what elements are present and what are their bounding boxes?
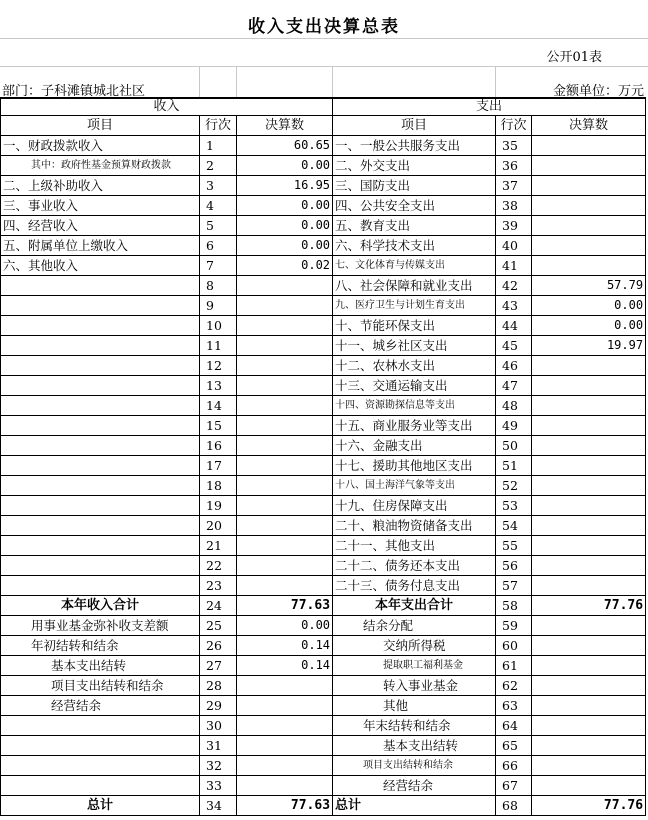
column-header-row [1, 116, 646, 136]
income-line-no: 6 [200, 236, 237, 256]
income-item: 六、其他收入 [1, 256, 200, 276]
income-item: 用事业基金弥补收支差额 [1, 616, 200, 636]
section-header-row [1, 98, 646, 116]
income-amount [237, 396, 333, 416]
income-item: 总计 [1, 796, 200, 816]
expense-item: 八、社会保障和就业支出 [333, 276, 496, 296]
expense-item: 其他 [333, 696, 496, 716]
expense-item: 十七、援助其他地区支出 [333, 456, 496, 476]
table-row [1, 456, 646, 476]
income-line-no: 13 [200, 376, 237, 396]
income-line-no: 33 [200, 776, 237, 796]
expense-amount [532, 616, 646, 636]
expense-line-no: 53 [496, 496, 532, 516]
expense-amount: 19.97 [532, 336, 646, 356]
expense-line-no: 57 [496, 576, 532, 596]
income-line-no: 17 [200, 456, 237, 476]
expense-amount: 57.79 [532, 276, 646, 296]
expense-amount [532, 636, 646, 656]
expense-item: 总计 [333, 796, 496, 816]
income-amount: 0.00 [237, 216, 333, 236]
expense-line-no: 60 [496, 636, 532, 656]
income-line-no: 25 [200, 616, 237, 636]
expense-item: 二十三、债务付息支出 [333, 576, 496, 596]
table-row [1, 176, 646, 196]
income-amount [237, 296, 333, 316]
income-amount [237, 276, 333, 296]
income-section-label: 收入 [1, 98, 333, 116]
expense-line-no: 58 [496, 596, 532, 616]
income-line-no: 22 [200, 556, 237, 576]
income-amount: 0.00 [237, 196, 333, 216]
income-amount [237, 576, 333, 596]
table-row [1, 356, 646, 376]
expense-line-no: 49 [496, 416, 532, 436]
table-row [1, 576, 646, 596]
income-line-no: 2 [200, 156, 237, 176]
income-item [1, 436, 200, 456]
expense-item: 二十二、债务还本支出 [333, 556, 496, 576]
expense-item: 十三、交通运输支出 [333, 376, 496, 396]
income-item [1, 356, 200, 376]
income-item [1, 496, 200, 516]
expense-item: 转入事业基金 [333, 676, 496, 696]
grid-line [495, 66, 496, 97]
expense-line-no: 47 [496, 376, 532, 396]
table-row [1, 296, 646, 316]
expense-amount [532, 536, 646, 556]
expense-amount [532, 376, 646, 396]
expense-amount [532, 416, 646, 436]
expense-line-no: 46 [496, 356, 532, 376]
expense-amount [532, 136, 646, 156]
expense-amount [532, 556, 646, 576]
income-line-no: 1 [200, 136, 237, 156]
table-row [1, 536, 646, 556]
expense-line-no: 63 [496, 696, 532, 716]
table-row [1, 396, 646, 416]
grand-total-row [1, 796, 646, 816]
income-item [1, 456, 200, 476]
expense-amount [532, 256, 646, 276]
income-item [1, 276, 200, 296]
table-row [1, 216, 646, 236]
expense-amount [532, 396, 646, 416]
income-amount [237, 436, 333, 456]
expense-line-no: 35 [496, 136, 532, 156]
income-line-no: 24 [200, 596, 237, 616]
income-amount: 0.00 [237, 616, 333, 636]
expense-amount [532, 676, 646, 696]
income-line-no: 3 [200, 176, 237, 196]
table-row [1, 476, 646, 496]
expense-item: 五、教育支出 [333, 216, 496, 236]
table-row [1, 256, 646, 276]
income-item [1, 576, 200, 596]
income-line-no: 7 [200, 256, 237, 276]
income-line-no: 4 [200, 196, 237, 216]
table-row [1, 436, 646, 456]
expense-item: 九、医疗卫生与计划生育支出 [333, 296, 496, 316]
expense-line-no: 42 [496, 276, 532, 296]
income-line-no: 14 [200, 396, 237, 416]
expense-amount: 0.00 [532, 296, 646, 316]
income-item: 项目支出结转和结余 [1, 676, 200, 696]
expense-line-no: 61 [496, 656, 532, 676]
expense-amount [532, 776, 646, 796]
expense-item: 十四、资源勘探信息等支出 [333, 396, 496, 416]
income-line-no: 21 [200, 536, 237, 556]
income-item: 四、经营收入 [1, 216, 200, 236]
expense-line-no: 64 [496, 716, 532, 736]
expense-amount [532, 476, 646, 496]
income-item [1, 296, 200, 316]
expense-item: 十六、金融支出 [333, 436, 496, 456]
budget-table [0, 97, 646, 816]
table-row [1, 636, 646, 656]
table-row [1, 196, 646, 216]
expense-amount [532, 576, 646, 596]
expense-item: 六、科学技术支出 [333, 236, 496, 256]
report-title: 收入支出决算总表 [248, 17, 400, 37]
form-code: 公开01表 [546, 50, 602, 65]
table-row [1, 736, 646, 756]
expense-item: 一、一般公共服务支出 [333, 136, 496, 156]
income-line-no: 16 [200, 436, 237, 456]
expense-amount [532, 656, 646, 676]
expense-item: 二、外交支出 [333, 156, 496, 176]
income-amount [237, 316, 333, 336]
expense-line-no: 66 [496, 756, 532, 776]
expense-amount [532, 236, 646, 256]
income-item [1, 376, 200, 396]
income-amount: 77.63 [237, 596, 333, 616]
income-line-no: 11 [200, 336, 237, 356]
table-row [1, 756, 646, 776]
income-line-no: 8 [200, 276, 237, 296]
expense-line-no: 55 [496, 536, 532, 556]
expense-amount [532, 156, 646, 176]
income-item [1, 396, 200, 416]
expense-line-no: 67 [496, 776, 532, 796]
expense-item: 基本支出结转 [333, 736, 496, 756]
expense-amount [532, 756, 646, 776]
income-item [1, 756, 200, 776]
expense-item: 十、节能环保支出 [333, 316, 496, 336]
expense-line-no: 52 [496, 476, 532, 496]
expense-item: 交纳所得税 [333, 636, 496, 656]
income-item [1, 516, 200, 536]
income-line-no: 26 [200, 636, 237, 656]
expense-line-no: 39 [496, 216, 532, 236]
income-amount: 0.00 [237, 236, 333, 256]
expense-line-no: 48 [496, 396, 532, 416]
income-item [1, 476, 200, 496]
income-line-header: 行次 [200, 116, 237, 136]
income-line-no: 5 [200, 216, 237, 236]
income-amount [237, 416, 333, 436]
expense-amount: 0.00 [532, 316, 646, 336]
expense-line-no: 51 [496, 456, 532, 476]
expense-item: 十五、商业服务业等支出 [333, 416, 496, 436]
expense-amount [532, 356, 646, 376]
income-line-no: 32 [200, 756, 237, 776]
expense-line-no: 43 [496, 296, 532, 316]
table-row [1, 676, 646, 696]
expense-item: 七、文化体育与传媒支出 [333, 256, 496, 276]
income-item: 基本支出结转 [1, 656, 200, 676]
income-amount: 0.14 [237, 636, 333, 656]
income-item: 五、附属单位上缴收入 [1, 236, 200, 256]
income-amount: 60.65 [237, 136, 333, 156]
expense-line-no: 37 [496, 176, 532, 196]
table-row [1, 516, 646, 536]
income-amount [237, 456, 333, 476]
income-amount [237, 356, 333, 376]
income-item: 三、事业收入 [1, 196, 200, 216]
department-label: 部门：子科滩镇城北社区 [2, 84, 146, 99]
expense-amount [532, 216, 646, 236]
income-item: 本年收入合计 [1, 596, 200, 616]
income-item: 经营结余 [1, 696, 200, 716]
income-line-no: 28 [200, 676, 237, 696]
expense-item: 年末结转和结余 [333, 716, 496, 736]
expense-section-label: 支出 [333, 98, 646, 116]
table-row [1, 376, 646, 396]
income-amount [237, 476, 333, 496]
unit-label: 金额单位：万元 [552, 84, 644, 99]
grid-line [332, 66, 333, 97]
grid-line [236, 66, 237, 97]
income-line-no: 23 [200, 576, 237, 596]
income-amount [237, 536, 333, 556]
income-item [1, 556, 200, 576]
expense-amount-header: 决算数 [532, 116, 646, 136]
income-amount [237, 516, 333, 536]
grid-line [0, 38, 648, 39]
income-item [1, 716, 200, 736]
expense-amount [532, 736, 646, 756]
table-row [1, 276, 646, 296]
table-row [1, 156, 646, 176]
expense-item: 二十、粮油物资储备支出 [333, 516, 496, 536]
expense-line-no: 38 [496, 196, 532, 216]
income-line-no: 15 [200, 416, 237, 436]
table-row [1, 556, 646, 576]
table-row [1, 776, 646, 796]
expense-item: 本年支出合计 [333, 596, 496, 616]
expense-amount [532, 496, 646, 516]
expense-item: 十九、住房保障支出 [333, 496, 496, 516]
income-item [1, 316, 200, 336]
expense-item: 四、公共安全支出 [333, 196, 496, 216]
expense-line-no: 40 [496, 236, 532, 256]
expense-amount [532, 516, 646, 536]
table-row [1, 716, 646, 736]
expense-item: 二十一、其他支出 [333, 536, 496, 556]
table-row [1, 656, 646, 676]
income-item [1, 536, 200, 556]
income-amount [237, 376, 333, 396]
expense-line-no: 54 [496, 516, 532, 536]
expense-line-no: 59 [496, 616, 532, 636]
table-row [1, 316, 646, 336]
expense-item: 经营结余 [333, 776, 496, 796]
income-amount [237, 696, 333, 716]
income-line-no: 20 [200, 516, 237, 536]
income-amount [237, 716, 333, 736]
expense-line-no: 65 [496, 736, 532, 756]
expense-amount [532, 436, 646, 456]
expense-item: 提取职工福利基金 [333, 656, 496, 676]
income-line-no: 30 [200, 716, 237, 736]
income-amount [237, 556, 333, 576]
expense-amount [532, 196, 646, 216]
income-amount: 77.63 [237, 796, 333, 816]
expense-line-no: 56 [496, 556, 532, 576]
income-item [1, 416, 200, 436]
expense-amount [532, 456, 646, 476]
expense-item: 三、国防支出 [333, 176, 496, 196]
income-item: 一、财政拨款收入 [1, 136, 200, 156]
income-amount [237, 496, 333, 516]
table-row [1, 416, 646, 436]
grid-line [199, 66, 200, 97]
expense-line-header: 行次 [496, 116, 532, 136]
expense-item-header: 项目 [333, 116, 496, 136]
expense-item: 项目支出结转和结余 [333, 756, 496, 776]
expense-item: 结余分配 [333, 616, 496, 636]
income-item [1, 736, 200, 756]
income-amount [237, 336, 333, 356]
expense-amount [532, 716, 646, 736]
expense-line-no: 44 [496, 316, 532, 336]
year-total-row [1, 596, 646, 616]
income-amount [237, 736, 333, 756]
income-item: 年初结转和结余 [1, 636, 200, 656]
expense-item: 十一、城乡社区支出 [333, 336, 496, 356]
income-line-no: 9 [200, 296, 237, 316]
expense-item: 十二、农林水支出 [333, 356, 496, 376]
grid-line [0, 66, 648, 67]
income-line-no: 10 [200, 316, 237, 336]
expense-item: 十八、国土海洋气象等支出 [333, 476, 496, 496]
income-item-header: 项目 [1, 116, 200, 136]
expense-line-no: 41 [496, 256, 532, 276]
income-amount: 16.95 [237, 176, 333, 196]
expense-amount [532, 696, 646, 716]
income-amount-header: 决算数 [237, 116, 333, 136]
income-amount [237, 676, 333, 696]
income-amount: 0.00 [237, 156, 333, 176]
expense-line-no: 50 [496, 436, 532, 456]
income-amount [237, 756, 333, 776]
income-line-no: 31 [200, 736, 237, 756]
income-amount: 0.14 [237, 656, 333, 676]
income-line-no: 27 [200, 656, 237, 676]
table-row [1, 496, 646, 516]
expense-amount [532, 176, 646, 196]
income-line-no: 34 [200, 796, 237, 816]
table-row [1, 336, 646, 356]
expense-line-no: 68 [496, 796, 532, 816]
income-item: 二、上级补助收入 [1, 176, 200, 196]
expense-amount: 77.76 [532, 596, 646, 616]
table-row [1, 236, 646, 256]
table-row [1, 616, 646, 636]
income-item [1, 776, 200, 796]
expense-line-no: 62 [496, 676, 532, 696]
income-line-no: 19 [200, 496, 237, 516]
income-line-no: 12 [200, 356, 237, 376]
expense-line-no: 45 [496, 336, 532, 356]
expense-line-no: 36 [496, 156, 532, 176]
income-amount: 0.02 [237, 256, 333, 276]
table-row [1, 696, 646, 716]
income-amount [237, 776, 333, 796]
expense-amount: 77.76 [532, 796, 646, 816]
table-row [1, 136, 646, 156]
income-line-no: 18 [200, 476, 237, 496]
income-line-no: 29 [200, 696, 237, 716]
income-item [1, 336, 200, 356]
income-item: 其中：政府性基金预算财政拨款 [1, 156, 200, 176]
